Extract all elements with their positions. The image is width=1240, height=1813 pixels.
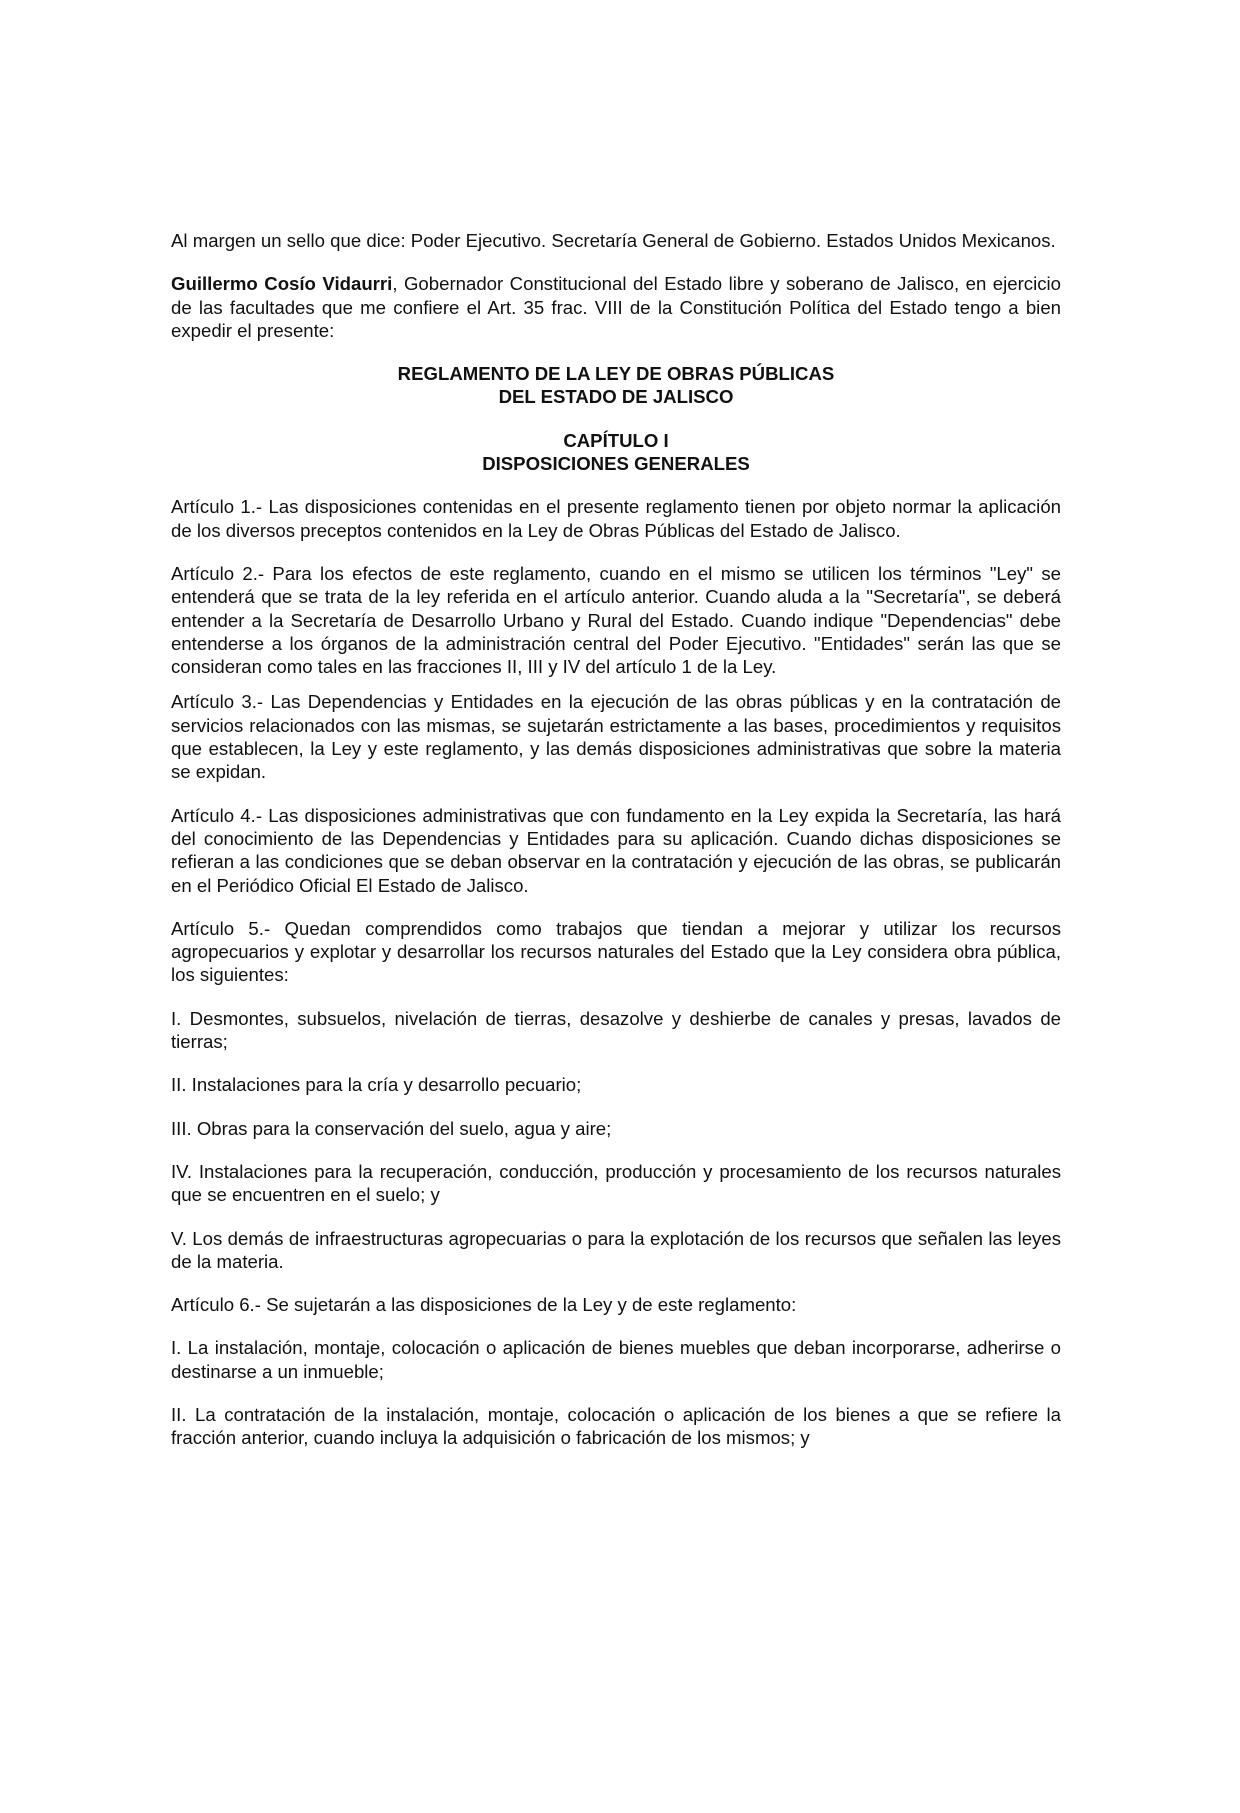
article-5-item: V. Los demás de infraestructuras agropecuarias o para la explotación de los recursos que señalen las leyes de la materia. [171, 1227, 1061, 1272]
chapter-heading [171, 429, 1061, 476]
signatory-text: , Gobernador Constitucional del Estado libre y soberano de Jalisco, en ejercicio de las facultades que me confiere el Art. 35 frac. VIII de la Constitución Política del Estado tengo a bien expedir el presente: [171, 273, 1062, 341]
signatory-name: Guillermo Cosío Vidaurri [171, 273, 393, 295]
chapter-number: CAPÍTULO I [563, 429, 669, 451]
article-4: Artículo 4.- Las disposiciones administrativas que con fundamento en la Ley expida la Secretaría, las hará del conocimiento de las Dependencias y Entidades para su aplicación. Cuando dichas disposiciones se refieran a las condiciones que se deban observar en la contratación y ejecución de las obras, se publicarán en el Periódico Oficial El Estado de Jalisco. [171, 804, 1061, 896]
article-2: Artículo 2.- Para los efectos de este reglamento, cuando en el mismo se utilicen los términos "Ley" se entenderá que se trata de la ley referida en el artículo anterior. Cuando aluda a la "Secretaría", se deberá entender a la Secretaría de Desarrollo Urbano y Rural del Estado. Cuando indique "Dependencias" debe entenderse a los órganos de la administración central del Poder Ejecutivo. "Entidades" serán las que se consideran como tales en las fracciones II, III y IV del artículo 1 de la Ley. [171, 562, 1061, 678]
article-6-item: I. La instalación, montaje, colocación o aplicación de bienes muebles que deban incorporarse, adherirse o destinarse a un inmueble; [171, 1337, 1061, 1382]
title-line-1: REGLAMENTO DE LA LEY DE OBRAS PÚBLICAS [397, 363, 835, 385]
document-page [171, 229, 1061, 1470]
margin-note: Al margen un sello que dice: Poder Ejecutivo. Secretaría General de Gobierno. Estados Unidos Mexicanos. [171, 230, 1056, 251]
article-1: Artículo 1.- Las disposiciones contenidas en el presente reglamento tienen por objeto normar la aplicación de los diversos preceptos contenidos en la Ley de Obras Públicas del Estado de Jalisco. [171, 496, 1061, 541]
document-title [171, 362, 1061, 409]
article-5-item: IV. Instalaciones para la recuperación, conducción, producción y procesamiento de los recursos naturales que se encuentren en el suelo; y [171, 1160, 1061, 1206]
article-5-item: III. Obras para la conservación del suelo, agua y aire; [171, 1117, 612, 1139]
article-5: Artículo 5.- Quedan comprendidos como trabajos que tiendan a mejorar y utilizar los recursos agropecuarios y explotar y desarrollar los recursos naturales del Estado que la Ley considera obra pública, los siguientes: [171, 917, 1061, 986]
article-3: Artículo 3.- Las Dependencias y Entidades en la ejecución de las obras públicas y en la contratación de servicios relacionados con las mismas, se sujetarán estrictamente a las bases, procedimientos y requisitos que establecen, la Ley y este reglamento, y las demás disposiciones administrativas que sobre la materia se expidan. [171, 691, 1061, 783]
article-6-item: II. La contratación de la instalación, montaje, colocación o aplicación de los bienes a que se refiere la fracción anterior, cuando incluya la adquisición o fabricación de los mismos; y [171, 1403, 1061, 1449]
title-line-2: DEL ESTADO DE JALISCO [498, 386, 734, 408]
article-5-item: II. Instalaciones para la cría y desarrollo pecuario; [171, 1074, 582, 1096]
article-6: Artículo 6.- Se sujetarán a las disposiciones de la Ley y de este reglamento: [171, 1294, 797, 1316]
signatory-paragraph [171, 272, 1061, 342]
chapter-name: DISPOSICIONES GENERALES [482, 453, 750, 475]
article-5-item: I. Desmontes, subsuelos, nivelación de tierras, desazolve y deshierbe de canales y presas, lavados de tierras; [171, 1007, 1061, 1053]
